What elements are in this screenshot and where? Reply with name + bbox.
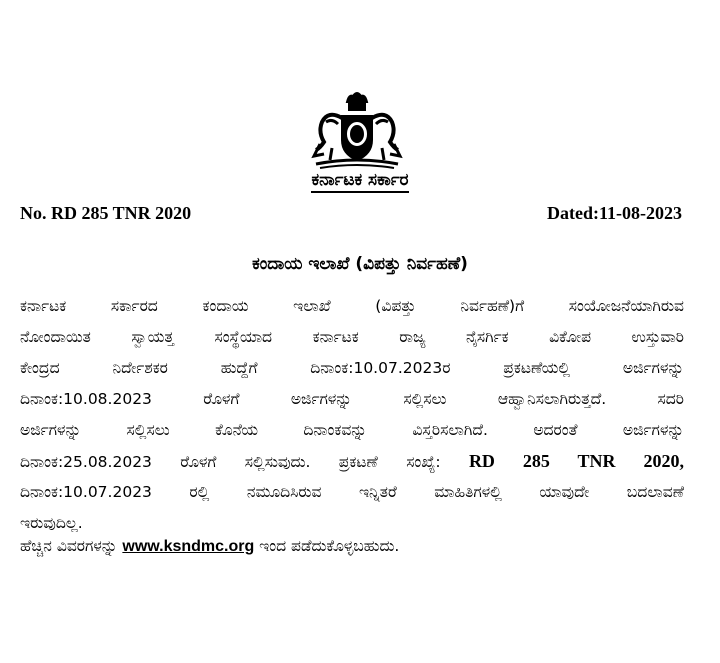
body-line-8: ಇರುವುದಿಲ್ಲ. bbox=[20, 514, 83, 532]
body-line-6-text: ದಿನಾಂಕ:25.08.2023 ರೊಳಗೆ ಸಲ್ಲಿಸುವುದು. ಪ್ರಕಟಣೆ ಸಂಖ್ಯೆ: bbox=[20, 453, 469, 471]
government-name-text: ಕರ್ನಾಟಕ ಸರ್ಕಾರ bbox=[311, 170, 408, 193]
more-info-line bbox=[20, 531, 399, 562]
body-line-2: ನೋಂದಾಯಿತ ಸ್ವಾಯತ್ತ ಸಂಸ್ಥೆಯಾದ ಕರ್ನಾಟಕ ರಾಜ್ಯ ನೈಸರ್ಗಿಕ ವಿಕೋಪ ಉಸ್ತುವಾರಿ bbox=[20, 328, 684, 346]
reference-number: No. RD 285 TNR 2020 bbox=[20, 203, 192, 223]
body-line-5: ಅರ್ಜಿಗಳನ್ನು ಸಲ್ಲಿಸಲು ಕೊನೆಯ ದಿನಾಂಕವನ್ನು ವಿಸ್ತರಿಸಲಾಗಿದೆ. ಅದರಂತೆ ಅರ್ಜಿಗಳನ್ನು bbox=[20, 421, 684, 439]
website-link[interactable]: www.ksndmc.org bbox=[122, 538, 255, 555]
more-info-post: ಇಂದ ಪಡೆದುಕೊಳ್ಳಬಹುದು. bbox=[254, 537, 400, 555]
karnataka-state-emblem-icon bbox=[302, 88, 412, 174]
body-line-3: ಕೇಂದ್ರದ ನಿರ್ದೇಶಕರ ಹುದ್ದೆಗೆ ದಿನಾಂಕ:10.07.2023ರ ಪ್ರಕಟಣೆಯಲ್ಲಿ ಅರ್ಜಿಗಳನ್ನು bbox=[20, 359, 684, 377]
more-info-pre: ಹೆಚ್ಚಿನ ವಿವರಗಳನ್ನು bbox=[20, 537, 123, 555]
document-date: Dated:11-08-2023 bbox=[547, 203, 682, 223]
body-line-4: ದಿನಾಂಕ:10.08.2023 ರೊಳಗೆ ಅರ್ಜಿಗಳನ್ನು ಸಲ್ಲಿಸಲು ಆಹ್ವಾನಿಸಲಾಗಿರುತ್ತದೆ. ಸದರಿ bbox=[20, 390, 684, 408]
body-line-6 bbox=[20, 446, 684, 477]
government-name bbox=[0, 170, 720, 190]
notice-reference: RD 285 TNR 2020, bbox=[468, 451, 684, 471]
body-line-1: ಕರ್ನಾಟಕ ಸರ್ಕಾರದ ಕಂದಾಯ ಇಲಾಖೆ (ವಿಪತ್ತು ನಿರ್ವಹಣೆ)ಗೆ ಸಂಯೋಜನೆಯಾಗಿರುವ bbox=[20, 297, 684, 315]
body-line-7: ದಿನಾಂಕ:10.07.2023 ರಲ್ಲಿ ನಮೂದಿಸಿರುವ ಇನ್ನಿತರೆ ಮಾಹಿತಿಗಳಲ್ಲಿ ಯಾವುದೇ ಬದಲಾವಣೆ bbox=[20, 483, 684, 501]
notice-body bbox=[20, 291, 684, 539]
department-title: ಕಂದಾಯ ಇಲಾಖೆ (ವಿಪತ್ತು ನಿರ್ವಹಣೆ) bbox=[252, 254, 468, 274]
